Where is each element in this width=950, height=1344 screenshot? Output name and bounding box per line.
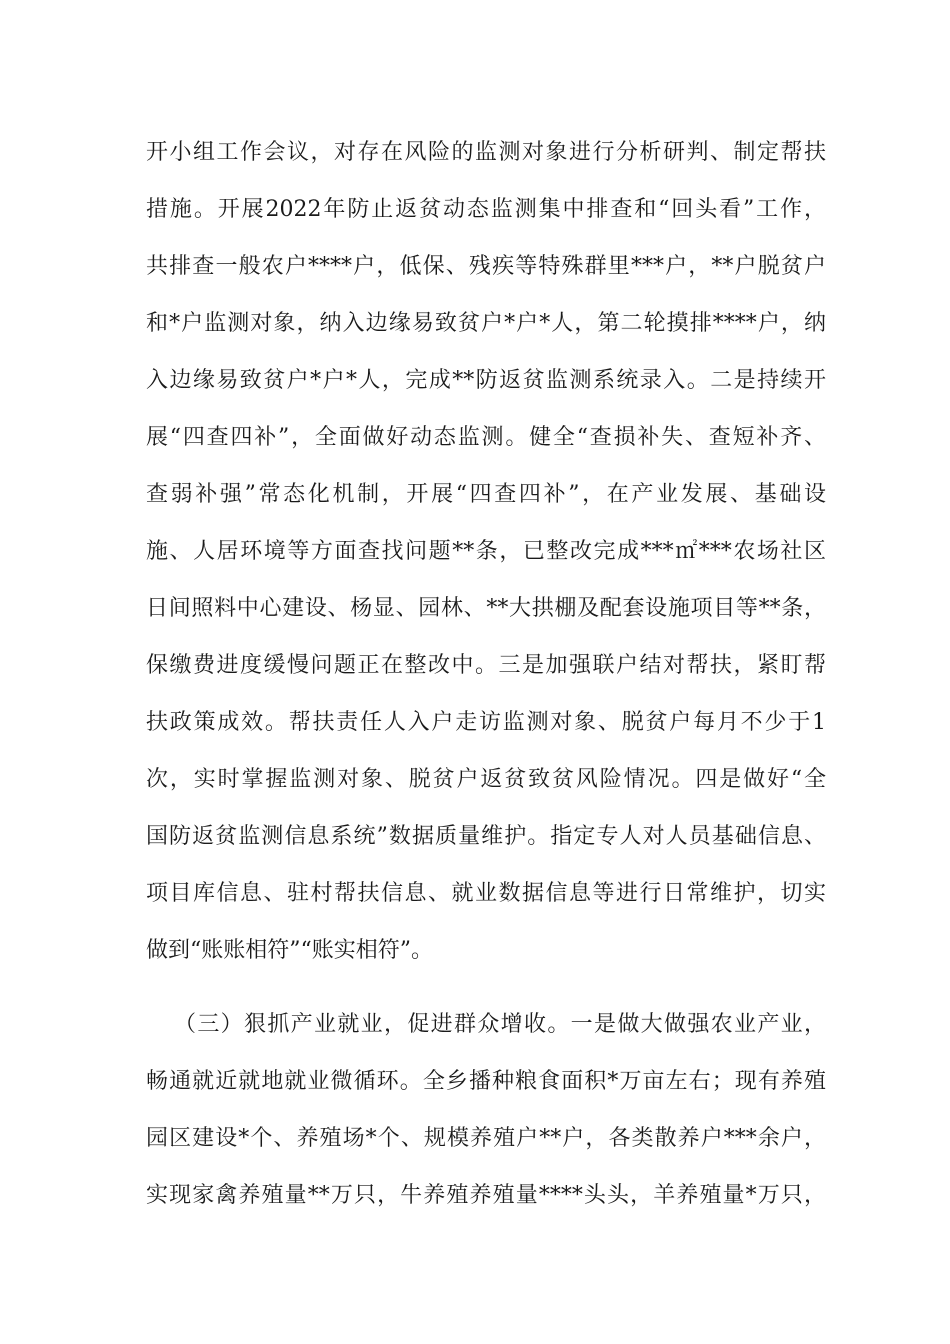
text-line-8: 施、人居环境等方面查找问题**条，已整改完成***㎡***农场社区	[146, 539, 826, 564]
section-heading-line: （三）狠抓产业就业，促进群众增收。一是做大做强农业产业，	[174, 1012, 826, 1037]
text-line-15: 做到“账账相符”“账实相符”。	[146, 938, 433, 963]
text-line-1: 开小组工作会议，对存在风险的监测对象进行分析研判、制定帮扶	[146, 140, 826, 165]
text-line-5: 入边缘易致贫户*户*人，完成**防返贫监测系统录入。二是持续开	[146, 368, 826, 393]
text-line-12: 次，实时掌握监测对象、脱贫户返贫致贫风险情况。四是做好“全	[146, 767, 826, 792]
text-line-17: 畅通就近就地就业微循环。全乡播种粮食面积*万亩左右；现有养殖	[146, 1069, 826, 1094]
text-line-18: 园区建设*个、养殖场*个、规模养殖户**户，各类散养户***余户，	[146, 1126, 826, 1151]
text-line-14: 项目库信息、驻村帮扶信息、就业数据信息等进行日常维护，切实	[146, 881, 826, 906]
text-line-3: 共排查一般农户****户，低保、残疾等特殊群里***户，**户脱贫户	[146, 254, 826, 279]
text-line-19: 实现家禽养殖量**万只，牛养殖养殖量****头头，羊养殖量*万只，	[146, 1183, 826, 1208]
text-line-9: 日间照料中心建设、杨显、园林、**大拱棚及配套设施项目等**条，	[146, 596, 826, 621]
text-line-6: 展“四查四补”，全面做好动态监测。健全“查损补失、查短补齐、	[146, 425, 826, 450]
text-line-13: 国防返贫监测信息系统”数据质量维护。指定专人对人员基础信息、	[146, 824, 826, 849]
text-line-7: 查弱补强”常态化机制，开展“四查四补”，在产业发展、基础设	[146, 482, 826, 507]
text-line-4: 和*户监测对象，纳入边缘易致贫户*户*人，第二轮摸排****户，纳	[146, 311, 826, 336]
text-line-10: 保缴费进度缓慢问题正在整改中。三是加强联户结对帮扶，紧盯帮	[146, 653, 826, 678]
text-line-2: 措施。开展2022年防止返贫动态监测集中排查和“回头看”工作，	[146, 197, 826, 222]
text-line-11: 扶政策成效。帮扶责任人入户走访监测对象、脱贫户每月不少于1	[146, 710, 826, 735]
